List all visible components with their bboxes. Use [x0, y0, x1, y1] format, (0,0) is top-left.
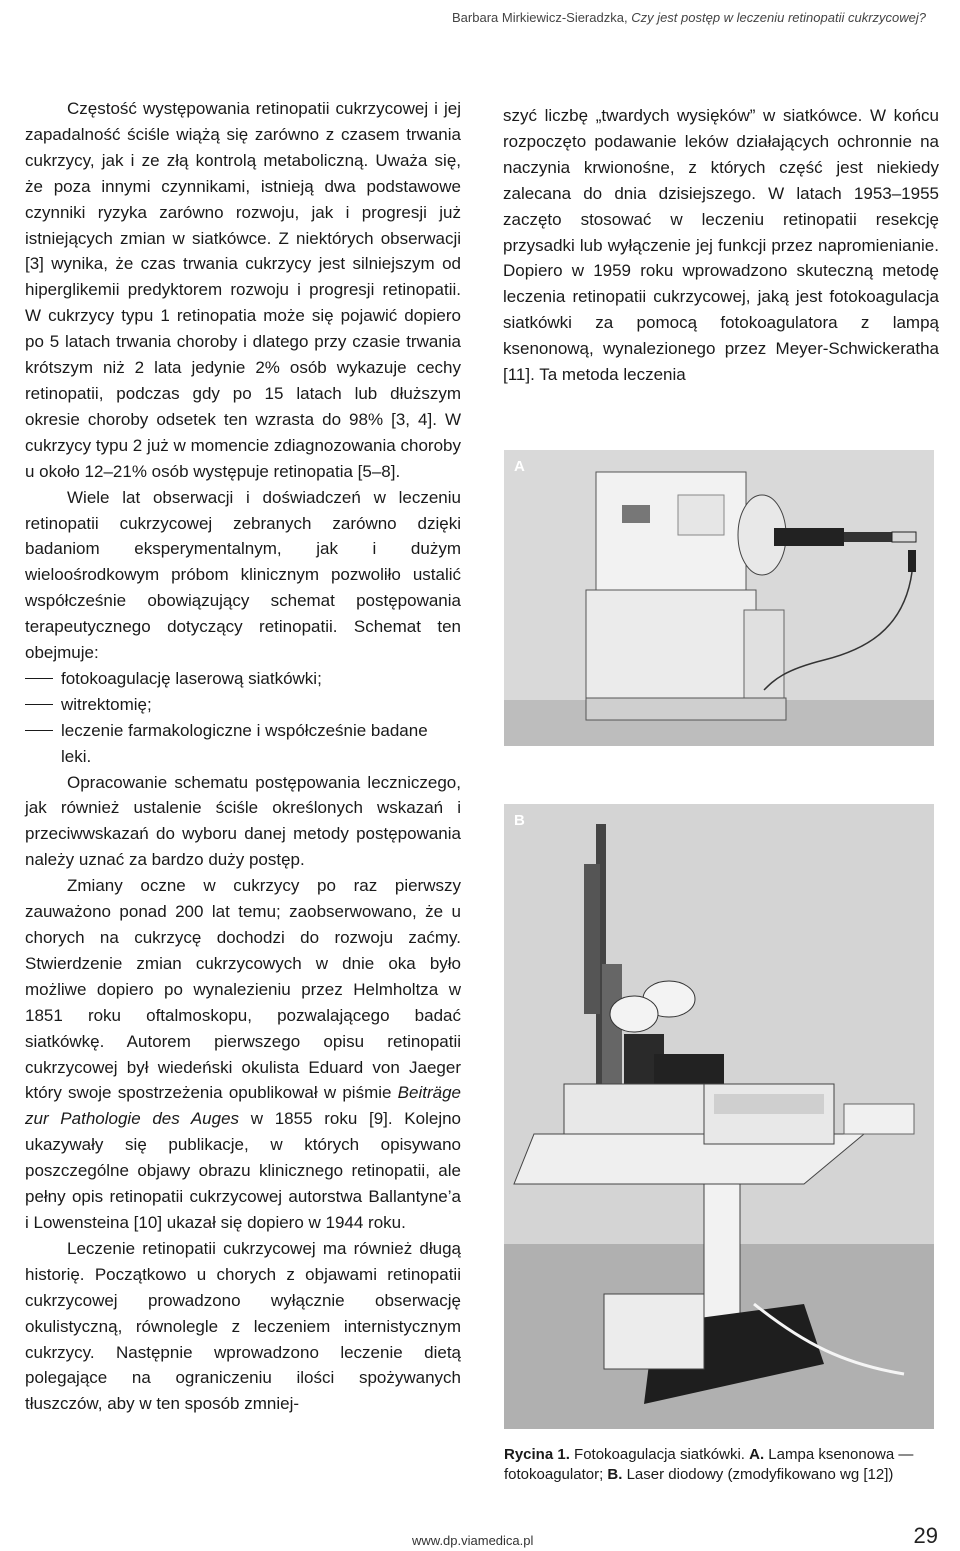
right-paragraph-1: szyć liczbę „twardych wysięków” w siatkówce. W końcu rozpoczęto podawanie leków działających ochronnie na naczynia krwionośne, z których część jest niekiedy zalecana do dnia dzisiejszego. W latach 1953–1955 zaczęto stosować w leczeniu retinopatii resekcję przysadki lub wyłączenie jej funkcji przez napromienianie. Dopiero w 1959 roku wprowadzono skuteczną metodę leczenia retinopatii cukrzycowej, jaką jest fotokoagulacja siatkówki za pomocą fotokoagulatora z lampą ksenonową, wynalezionego przez Meyer-Schwickeratha [11]. Ta metoda leczenia [503, 106, 939, 385]
paragraph-4-text-b: w 1855 roku [9]. Kolejno ukazywały się publikacje, w których opisywano poszczególne objawy obrazu klinicznego retinopatii, ale pełny opis retinopatii cukrzycowej autorstwa Ballantyne’a i Lowensteina [10] ukazał się dopiero w 1944 roku. [25, 1109, 462, 1232]
paragraph-3: Opracowanie schematu postępowania leczniczego, jak również ustalenie ściśle określonych wskazań i przeciwwskazań do wyboru danej metody postępowania należy uznać za bardzo duży postęp. [25, 772, 461, 870]
figure-caption [504, 1445, 940, 1485]
caption-text-1: Fotokoagulacja siatkówki. [569, 1446, 750, 1463]
right-column [503, 103, 939, 388]
figure-panel-b [504, 804, 934, 1429]
paragraph-5: Leczenie retinopatii cukrzycowej ma również długą historię. Początkowo u chorych z objawami retinopatii cukrzycowej prowadzono wyłącznie obserwację okulistyczną, równolegle z leczeniem internistycznym cukrzycy. Następnie wprowadzono leczenie dietą polegające na ograniczeniu ilości spożywanych tłuszczów, aby w ten sposób zmniej- [25, 1238, 461, 1414]
caption-text-3: Laser diodowy (zmodyfikowano wg [12]) [622, 1466, 894, 1483]
list-item: fotokoagulację laserową siatkówki; [25, 666, 461, 692]
journal-title: Beiträge zur Pathologie des Auges [25, 1083, 461, 1129]
paragraph-2: Wiele lat obserwacji i doświadczeń w leczeniu retinopatii cukrzycowej zebranych zarówno dzięki badaniom eksperymentalnym, jak i dużym wieloośrodkowym próbom klinicznym pozwoliło ustalić współcześnie obowiązujący schemat postępowania terapeutycznego dotyczący retinopatii. Schemat ten obejmuje: [25, 487, 461, 663]
header-author: Barbara Mirkiewicz-Sieradzka, [452, 10, 632, 25]
diode-laser-photo [504, 804, 934, 1429]
paragraph-4-text-a: Zmiany oczne w cukrzycy po raz pierwszy zauważono ponad 200 lat temu; zaobserwowano, że u chorych na cukrzycę dochodzi do rozwoju zaćmy. Stwierdzenie zmian cukrzycowych w dnie oka było możliwe dopiero po wynalezieniu przez Helmholtza w 1851 roku oftalmoskopu, pozwalającego badać siatkówkę. Autorem pierwszego opisu retinopatii cukrzycowej był wiedeński okulista Eduard von Jaeger który swoje spostrzeżenia opublikował w piśmie [25, 876, 461, 1103]
xenon-photocoagulator-photo [504, 450, 934, 746]
caption-a: A. [749, 1446, 765, 1463]
page-number: 29 [913, 1523, 938, 1548]
caption-label: Rycina 1. [504, 1446, 570, 1463]
caption-text-2: Lampa ksenonowa — fotokoagulator; [504, 1446, 914, 1483]
figure-panel-a [504, 450, 934, 746]
running-header [452, 10, 926, 25]
list-item: leczenie farmakologiczne i współcześnie badane leki. [25, 718, 461, 770]
list-item: witrektomię; [25, 692, 461, 718]
left-column [25, 96, 461, 1417]
treatment-list [25, 666, 461, 770]
paragraph-1: Częstość występowania retinopatii cukrzycowej i jej zapadalność ściśle wiążą się zarówno z czasem trwania cukrzycy, jak i ze złą kontrolą metaboliczną. Uważa się, że poza innymi czynnikami, istnieją dwa podstawowe czynniki ryzyka zarówno rozwoju, jak i progresji już istniejących zmian w siatkówce. Z niektórych obserwacji [3] wynika, że czas trwania cukrzycy jest silniejszym od hiperglikemii predyktorem rozwoju i progresji retinopatii. W cukrzycy typu 1 retinopatia może się pojawić dopiero po 5 latach trwania choroby i dlatego przy czasie trwania krótszym niż 2 lata jedynie 2% osób wykazuje cechy retinopatii, podczas gdy po 15 latach lub dłuższym okresie choroby odsetek ten wzrasta do 98% [3, 4]. W cukrzycy typu 2 już w momencie zdiagnozowania choroby u około 12–21% osób występuje retinopatia [5–8]. [25, 99, 461, 481]
caption-b: B. [607, 1466, 623, 1483]
footer-url: www.dp.viamedica.pl [412, 1533, 534, 1548]
paragraph-4 [25, 873, 461, 1236]
header-title: Czy jest postęp w leczeniu retinopatii cukrzycowej? [631, 10, 926, 25]
panel-b-label: B [514, 812, 525, 829]
panel-a-label: A [514, 458, 525, 475]
